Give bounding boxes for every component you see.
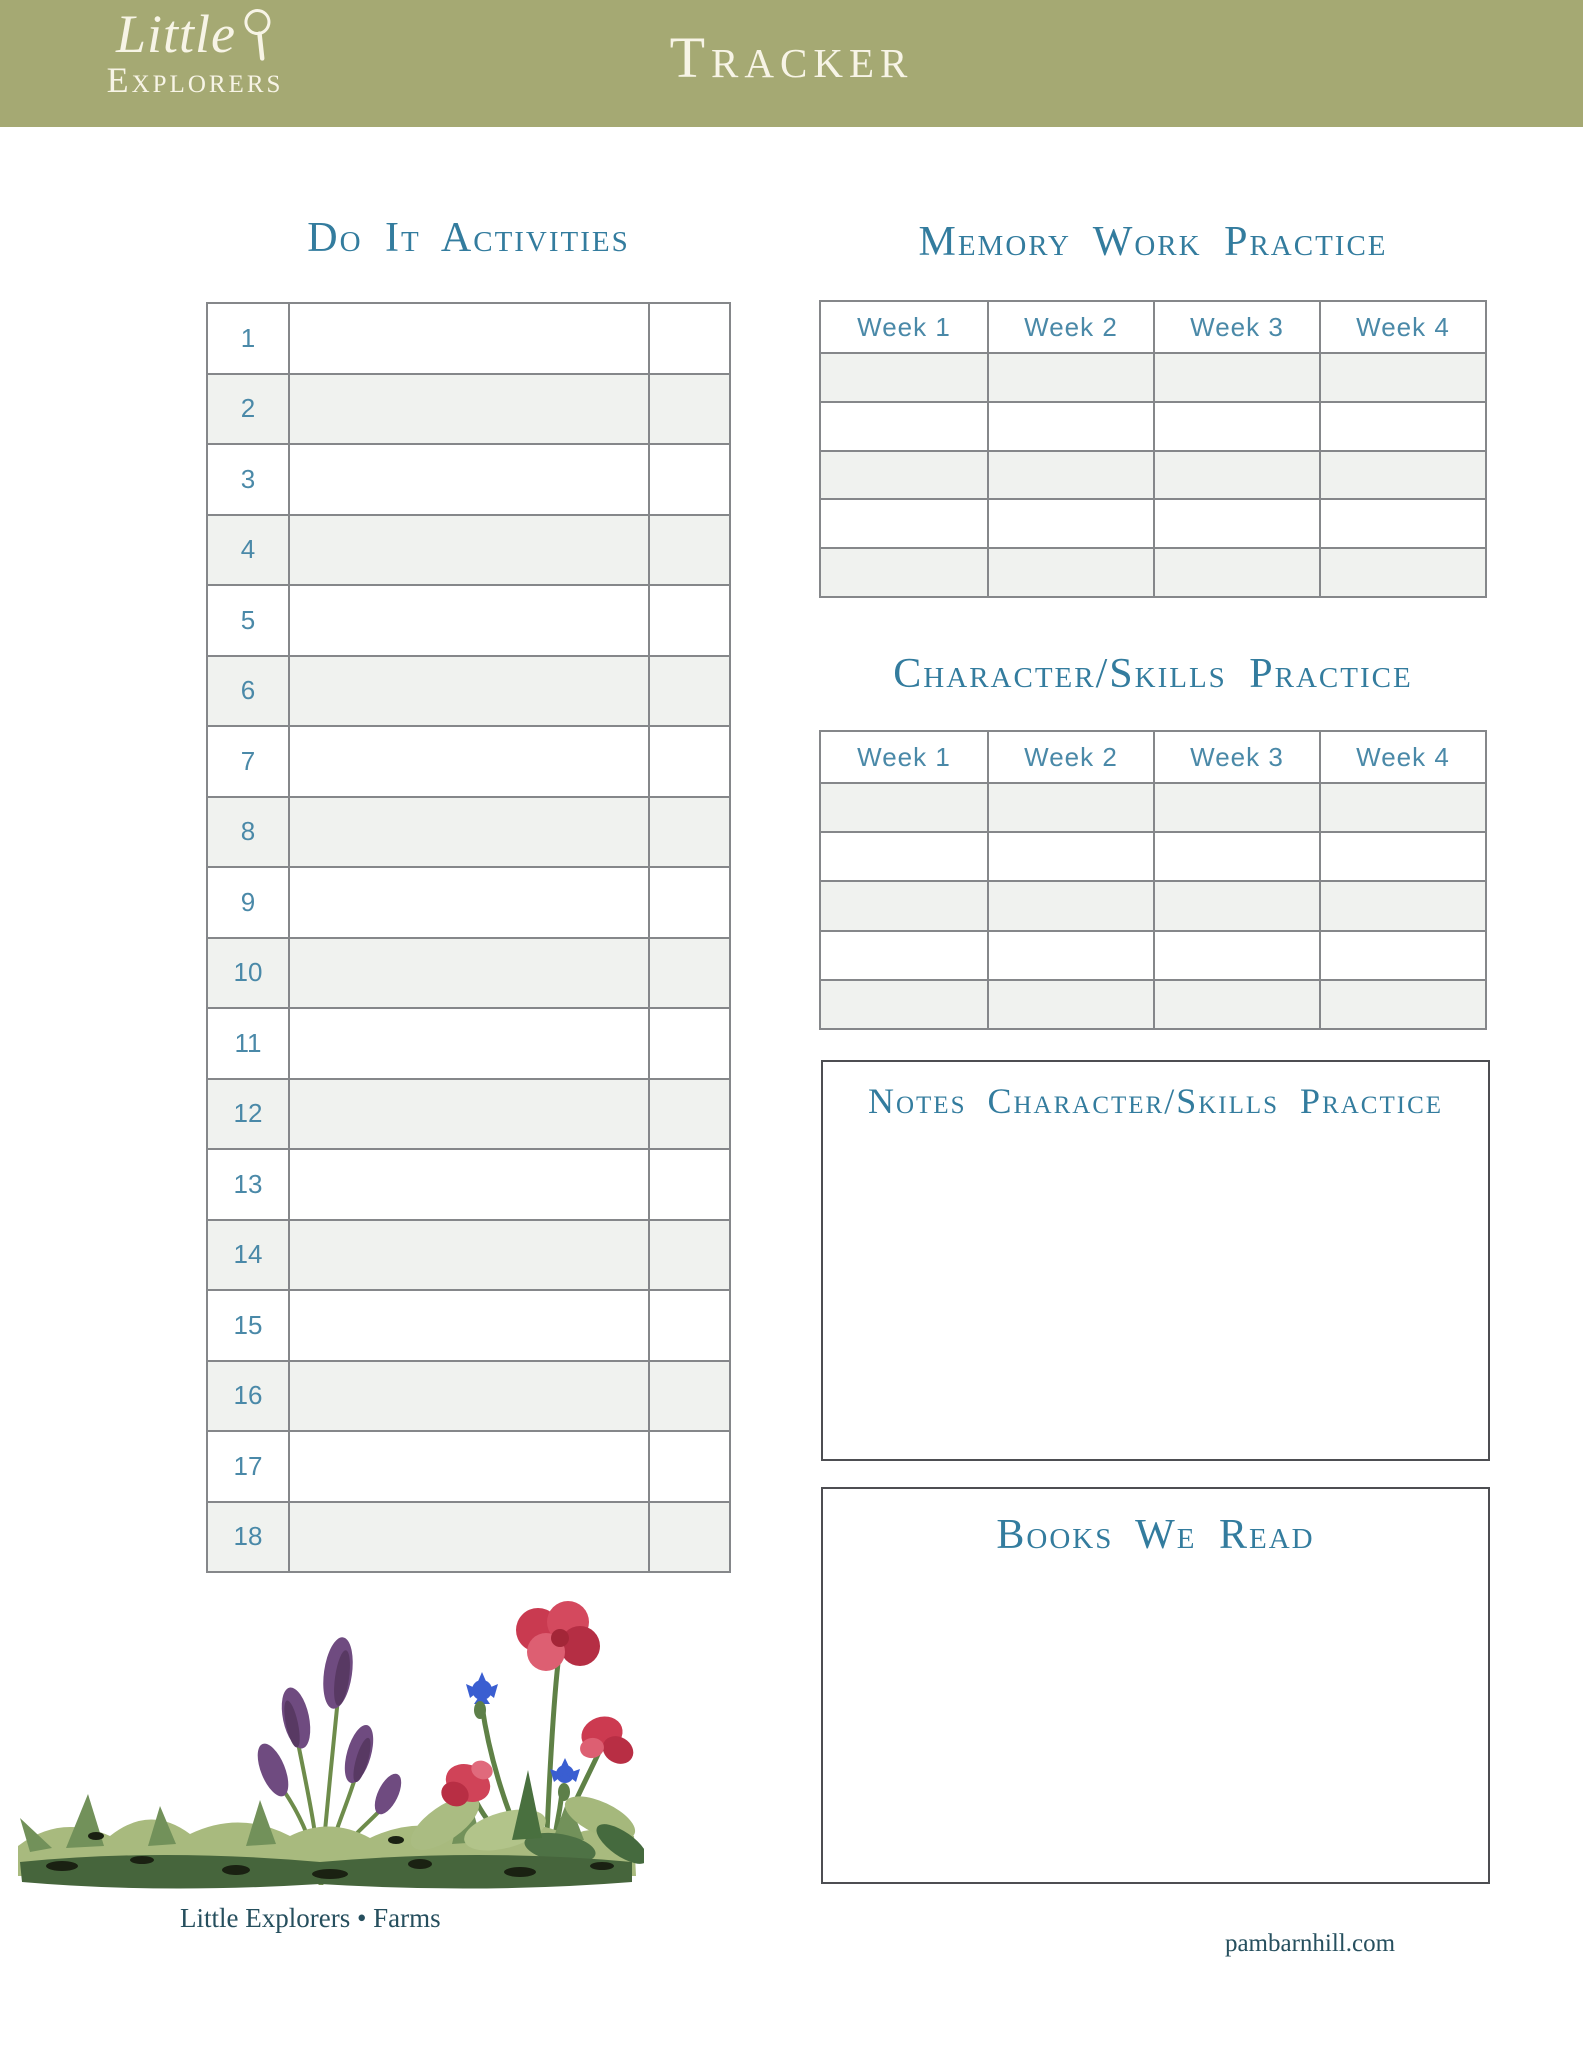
week-cell <box>1319 932 1485 979</box>
check-cell <box>650 657 729 726</box>
check-cell <box>650 516 729 585</box>
notes-box <box>821 1060 1490 1461</box>
activity-cell <box>290 304 650 373</box>
week-header-cell: Week 3 <box>1153 302 1319 352</box>
check-cell <box>650 727 729 796</box>
watercolor-flowers-illustration <box>0 1578 644 1898</box>
week-cell <box>987 354 1153 401</box>
week-cell <box>821 452 987 499</box>
check-cell <box>650 445 729 514</box>
week-cell <box>821 833 987 880</box>
row-number: 5 <box>208 586 290 655</box>
week-cell <box>821 549 987 596</box>
footer-left: Little Explorers • Farms <box>180 1903 441 1933</box>
row-number: 12 <box>208 1080 290 1149</box>
row-number: 2 <box>208 375 290 444</box>
activity-cell <box>290 868 650 937</box>
activity-cell <box>290 657 650 726</box>
header-band <box>0 0 1583 127</box>
week-cell <box>1153 354 1319 401</box>
do-it-row <box>208 1219 729 1290</box>
check-cell <box>650 1432 729 1501</box>
week-data-row <box>821 880 1485 929</box>
do-it-activities-heading: Do It Activities <box>307 215 630 261</box>
week-header-cell: Week 1 <box>857 311 951 342</box>
do-it-row <box>208 1289 729 1360</box>
week-cell <box>1153 452 1319 499</box>
week-data-row <box>821 498 1485 547</box>
do-it-row <box>208 1430 729 1501</box>
week-header-cell: Week 4 <box>1319 302 1485 352</box>
logo-word-explorers: Explorers <box>106 60 284 100</box>
activity-cell <box>290 1432 650 1501</box>
activity-cell <box>290 516 650 585</box>
do-it-row <box>208 443 729 514</box>
activity-cell <box>290 939 650 1008</box>
character-table <box>819 730 1487 1030</box>
week-data-row <box>821 354 1485 401</box>
week-data-row <box>821 979 1485 1028</box>
row-number: 7 <box>208 727 290 796</box>
poppies <box>437 1601 638 1811</box>
do-it-row <box>208 1148 729 1219</box>
week-cell <box>821 784 987 831</box>
week-header-cell: Week 2 <box>987 302 1153 352</box>
week-cell <box>821 932 987 979</box>
row-number: 4 <box>208 516 290 585</box>
week-cell <box>821 403 987 450</box>
week-data-row <box>821 784 1485 831</box>
week-cell <box>1153 932 1319 979</box>
do-it-row <box>208 373 729 444</box>
activity-cell <box>290 375 650 444</box>
week-cell <box>987 833 1153 880</box>
check-cell <box>650 1291 729 1360</box>
week-cell <box>987 784 1153 831</box>
books-box <box>821 1487 1490 1884</box>
do-it-row <box>208 1078 729 1149</box>
row-number: 11 <box>208 1009 290 1078</box>
week-data-row <box>821 831 1485 880</box>
week-cell <box>987 882 1153 929</box>
week-data-row <box>821 547 1485 596</box>
books-heading: Books We Read <box>996 1512 1315 1558</box>
row-number: 13 <box>208 1150 290 1219</box>
do-it-row <box>208 514 729 585</box>
row-number: 10 <box>208 939 290 1008</box>
week-cell <box>821 500 987 547</box>
week-cell <box>1153 403 1319 450</box>
week-header-row <box>821 302 1485 354</box>
check-cell <box>650 1150 729 1219</box>
week-cell <box>1319 882 1485 929</box>
check-cell <box>650 586 729 655</box>
check-cell <box>650 375 729 444</box>
activity-cell <box>290 1362 650 1431</box>
week-cell <box>1153 882 1319 929</box>
do-it-row <box>208 937 729 1008</box>
do-it-row <box>208 1360 729 1431</box>
week-header-cell: Week 3 <box>1153 732 1319 782</box>
row-number: 16 <box>208 1362 290 1431</box>
week-cell <box>1319 833 1485 880</box>
do-it-table <box>206 302 731 1573</box>
row-number: 1 <box>208 304 290 373</box>
row-number: 9 <box>208 868 290 937</box>
do-it-row <box>208 304 729 373</box>
activity-cell <box>290 727 650 796</box>
week-data-row <box>821 401 1485 450</box>
activity-cell <box>290 1221 650 1290</box>
activity-cell <box>290 1291 650 1360</box>
activity-cell <box>290 798 650 867</box>
week-cell <box>987 932 1153 979</box>
week-header-cell: Week 4 <box>1319 732 1485 782</box>
page-title: Tracker <box>669 25 914 90</box>
check-cell <box>650 1080 729 1149</box>
week-cell <box>987 452 1153 499</box>
memory-work-heading: Memory Work Practice <box>918 219 1388 265</box>
activity-cell <box>290 586 650 655</box>
do-it-row <box>208 725 729 796</box>
week-cell <box>1153 833 1319 880</box>
row-number: 8 <box>208 798 290 867</box>
check-cell <box>650 798 729 867</box>
check-cell <box>650 1009 729 1078</box>
do-it-row <box>208 1501 729 1572</box>
week-data-row <box>821 450 1485 499</box>
week-cell <box>987 403 1153 450</box>
activity-cell <box>290 445 650 514</box>
do-it-row <box>208 655 729 726</box>
activity-cell <box>290 1150 650 1219</box>
logo-word-little: Little <box>115 4 236 64</box>
row-number: 17 <box>208 1432 290 1501</box>
do-it-row <box>208 584 729 655</box>
activity-cell <box>290 1503 650 1572</box>
week-cell <box>1319 549 1485 596</box>
week-cell <box>1153 784 1319 831</box>
week-header-cell: Week 2 <box>987 732 1153 782</box>
week-cell <box>821 882 987 929</box>
week-cell <box>1319 403 1485 450</box>
week-cell <box>1319 354 1485 401</box>
check-cell <box>650 1362 729 1431</box>
notes-heading: Notes Character/Skills Practice <box>867 1081 1444 1121</box>
week-header-cell: Week 1 <box>857 741 951 772</box>
week-cell <box>821 981 987 1028</box>
do-it-row <box>208 1007 729 1078</box>
activity-cell <box>290 1080 650 1149</box>
week-cell <box>987 549 1153 596</box>
check-cell <box>650 939 729 1008</box>
row-number: 18 <box>208 1503 290 1572</box>
week-cell <box>1319 500 1485 547</box>
row-number: 14 <box>208 1221 290 1290</box>
week-cell <box>1319 981 1485 1028</box>
activity-cell <box>290 1009 650 1078</box>
row-number: 6 <box>208 657 290 726</box>
check-cell <box>650 304 729 373</box>
week-cell <box>1153 549 1319 596</box>
week-cell <box>1153 981 1319 1028</box>
week-cell <box>987 500 1153 547</box>
footer-right: pambarnhill.com <box>1224 1930 1396 1957</box>
week-cell <box>1319 452 1485 499</box>
character-skills-heading: Character/Skills Practice <box>893 651 1413 697</box>
week-data-row <box>821 930 1485 979</box>
week-cell <box>1153 500 1319 547</box>
week-header-row <box>821 732 1485 784</box>
week-cell <box>1319 784 1485 831</box>
check-cell <box>650 1503 729 1572</box>
row-number: 3 <box>208 445 290 514</box>
check-cell <box>650 868 729 937</box>
week-cell <box>821 354 987 401</box>
do-it-row <box>208 796 729 867</box>
week-cell <box>987 981 1153 1028</box>
check-cell <box>650 1221 729 1290</box>
do-it-row <box>208 866 729 937</box>
row-number: 15 <box>208 1291 290 1360</box>
memory-table <box>819 300 1487 598</box>
